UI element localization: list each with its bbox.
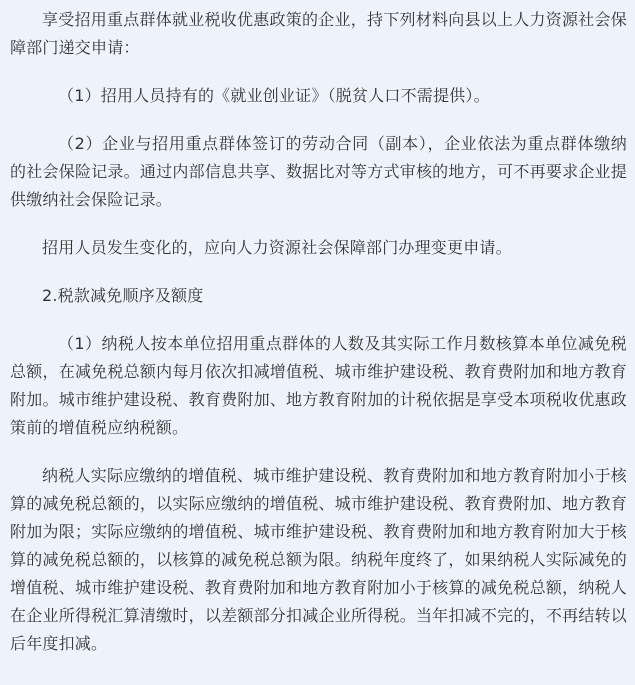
paragraph-gap (10, 442, 627, 462)
paragraph-reduction-order: （1）纳税人按本单位招用重点群体的人数及其实际工作月数核算本单位减免税总额，在减免税总额内每月依次扣减增值税、城市维护建设税、教育费附加和地方教育附加。城市维护建设税、教育费附加、地方教育附加的计税依据是享受本项税收优惠政策前的增值税应纳税额。 (10, 334, 627, 437)
paragraph-gap (10, 310, 627, 330)
paragraph-application-intro: 享受招用重点群体就业税收优惠政策的企业，持下列材料向县以上人力资源社会保障部门递交申请： (10, 10, 627, 57)
paragraph-item-2: （2）企业与招用重点群体签订的劳动合同（副本），企业依法为重点群体缴纳的社会保险记录。通过内部信息共享、数据比对等方式审核的地方，可不再要求企业提供缴纳社会保险记录。 (10, 134, 627, 209)
paragraph-gap (10, 262, 627, 282)
paragraph-item-1: （1）招用人员持有的《就业创业证》（脱贫人口不需提供）。 (58, 86, 490, 105)
paragraph-gap (10, 214, 627, 234)
paragraph-change-application: 招用人员发生变化的，应向人力资源社会保障部门办理变更申请。 (42, 238, 512, 257)
section-heading-tax-reduction: 2.税款减免顺序及额度 (42, 286, 204, 305)
paragraph-reduction-limit: 纳税人实际应缴纳的增值税、城市维护建设税、教育费附加和地方教育附加小于核算的减免税总额的，以实际应缴纳的增值税、城市维护建设税、教育费附加、地方教育附加为限；实际应缴纳的增值税、城市维护建设税、教育费附加和地方教育附加大于核算的减免税总额的，以核算的减免税总额为限。纳税年度终了，如果纳税人实际减免的增值税、城市维护建设税、教育费附加和地方教育附加小于核算的减免税总额，纳税人在企业所得税汇算清缴时，以差额部分扣减企业所得税。当年扣减不完的，不再结转以后年度扣减。 (10, 466, 627, 653)
paragraph-gap (10, 62, 627, 82)
paragraph-gap (10, 110, 627, 130)
